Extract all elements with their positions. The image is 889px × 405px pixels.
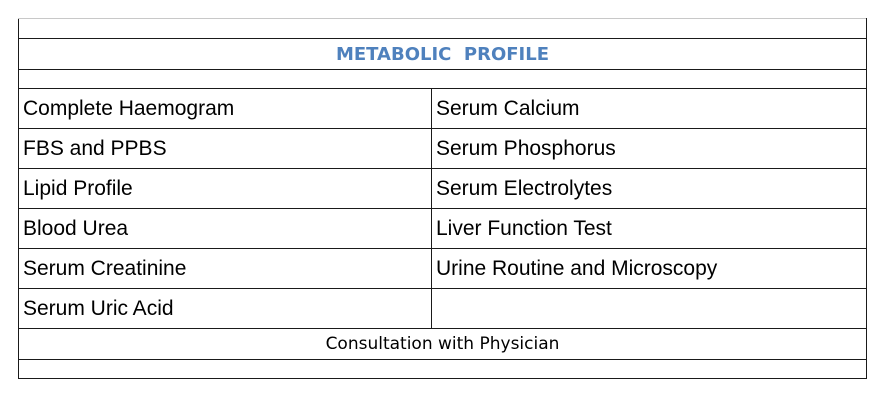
metabolic-profile-table — [18, 18, 867, 379]
empty-cell — [19, 19, 867, 39]
test-name-left: Serum Uric Acid — [19, 289, 432, 329]
table-row — [19, 169, 867, 209]
empty-cell — [19, 360, 867, 379]
test-name-left: Serum Creatinine — [19, 249, 432, 289]
empty-row-bottom — [19, 360, 867, 379]
test-name-right — [432, 289, 867, 329]
test-name-right: Serum Electrolytes — [432, 169, 867, 209]
empty-row-top — [19, 19, 867, 39]
test-name-right: Liver Function Test — [432, 209, 867, 249]
test-name-right: Serum Phosphorus — [432, 129, 867, 169]
empty-cell — [19, 70, 867, 89]
title-row — [19, 39, 867, 70]
empty-row — [19, 70, 867, 89]
table-row — [19, 209, 867, 249]
table-row — [19, 89, 867, 129]
table-row — [19, 289, 867, 329]
table-title: METABOLIC PROFILE — [19, 39, 867, 70]
test-name-left: Blood Urea — [19, 209, 432, 249]
test-name-right: Serum Calcium — [432, 89, 867, 129]
table-row — [19, 129, 867, 169]
test-name-left: Lipid Profile — [19, 169, 432, 209]
consultation-label: Consultation with Physician — [19, 329, 867, 360]
table-row — [19, 249, 867, 289]
footer-row — [19, 329, 867, 360]
test-name-left: Complete Haemogram — [19, 89, 432, 129]
test-name-left: FBS and PPBS — [19, 129, 432, 169]
test-name-right: Urine Routine and Microscopy — [432, 249, 867, 289]
